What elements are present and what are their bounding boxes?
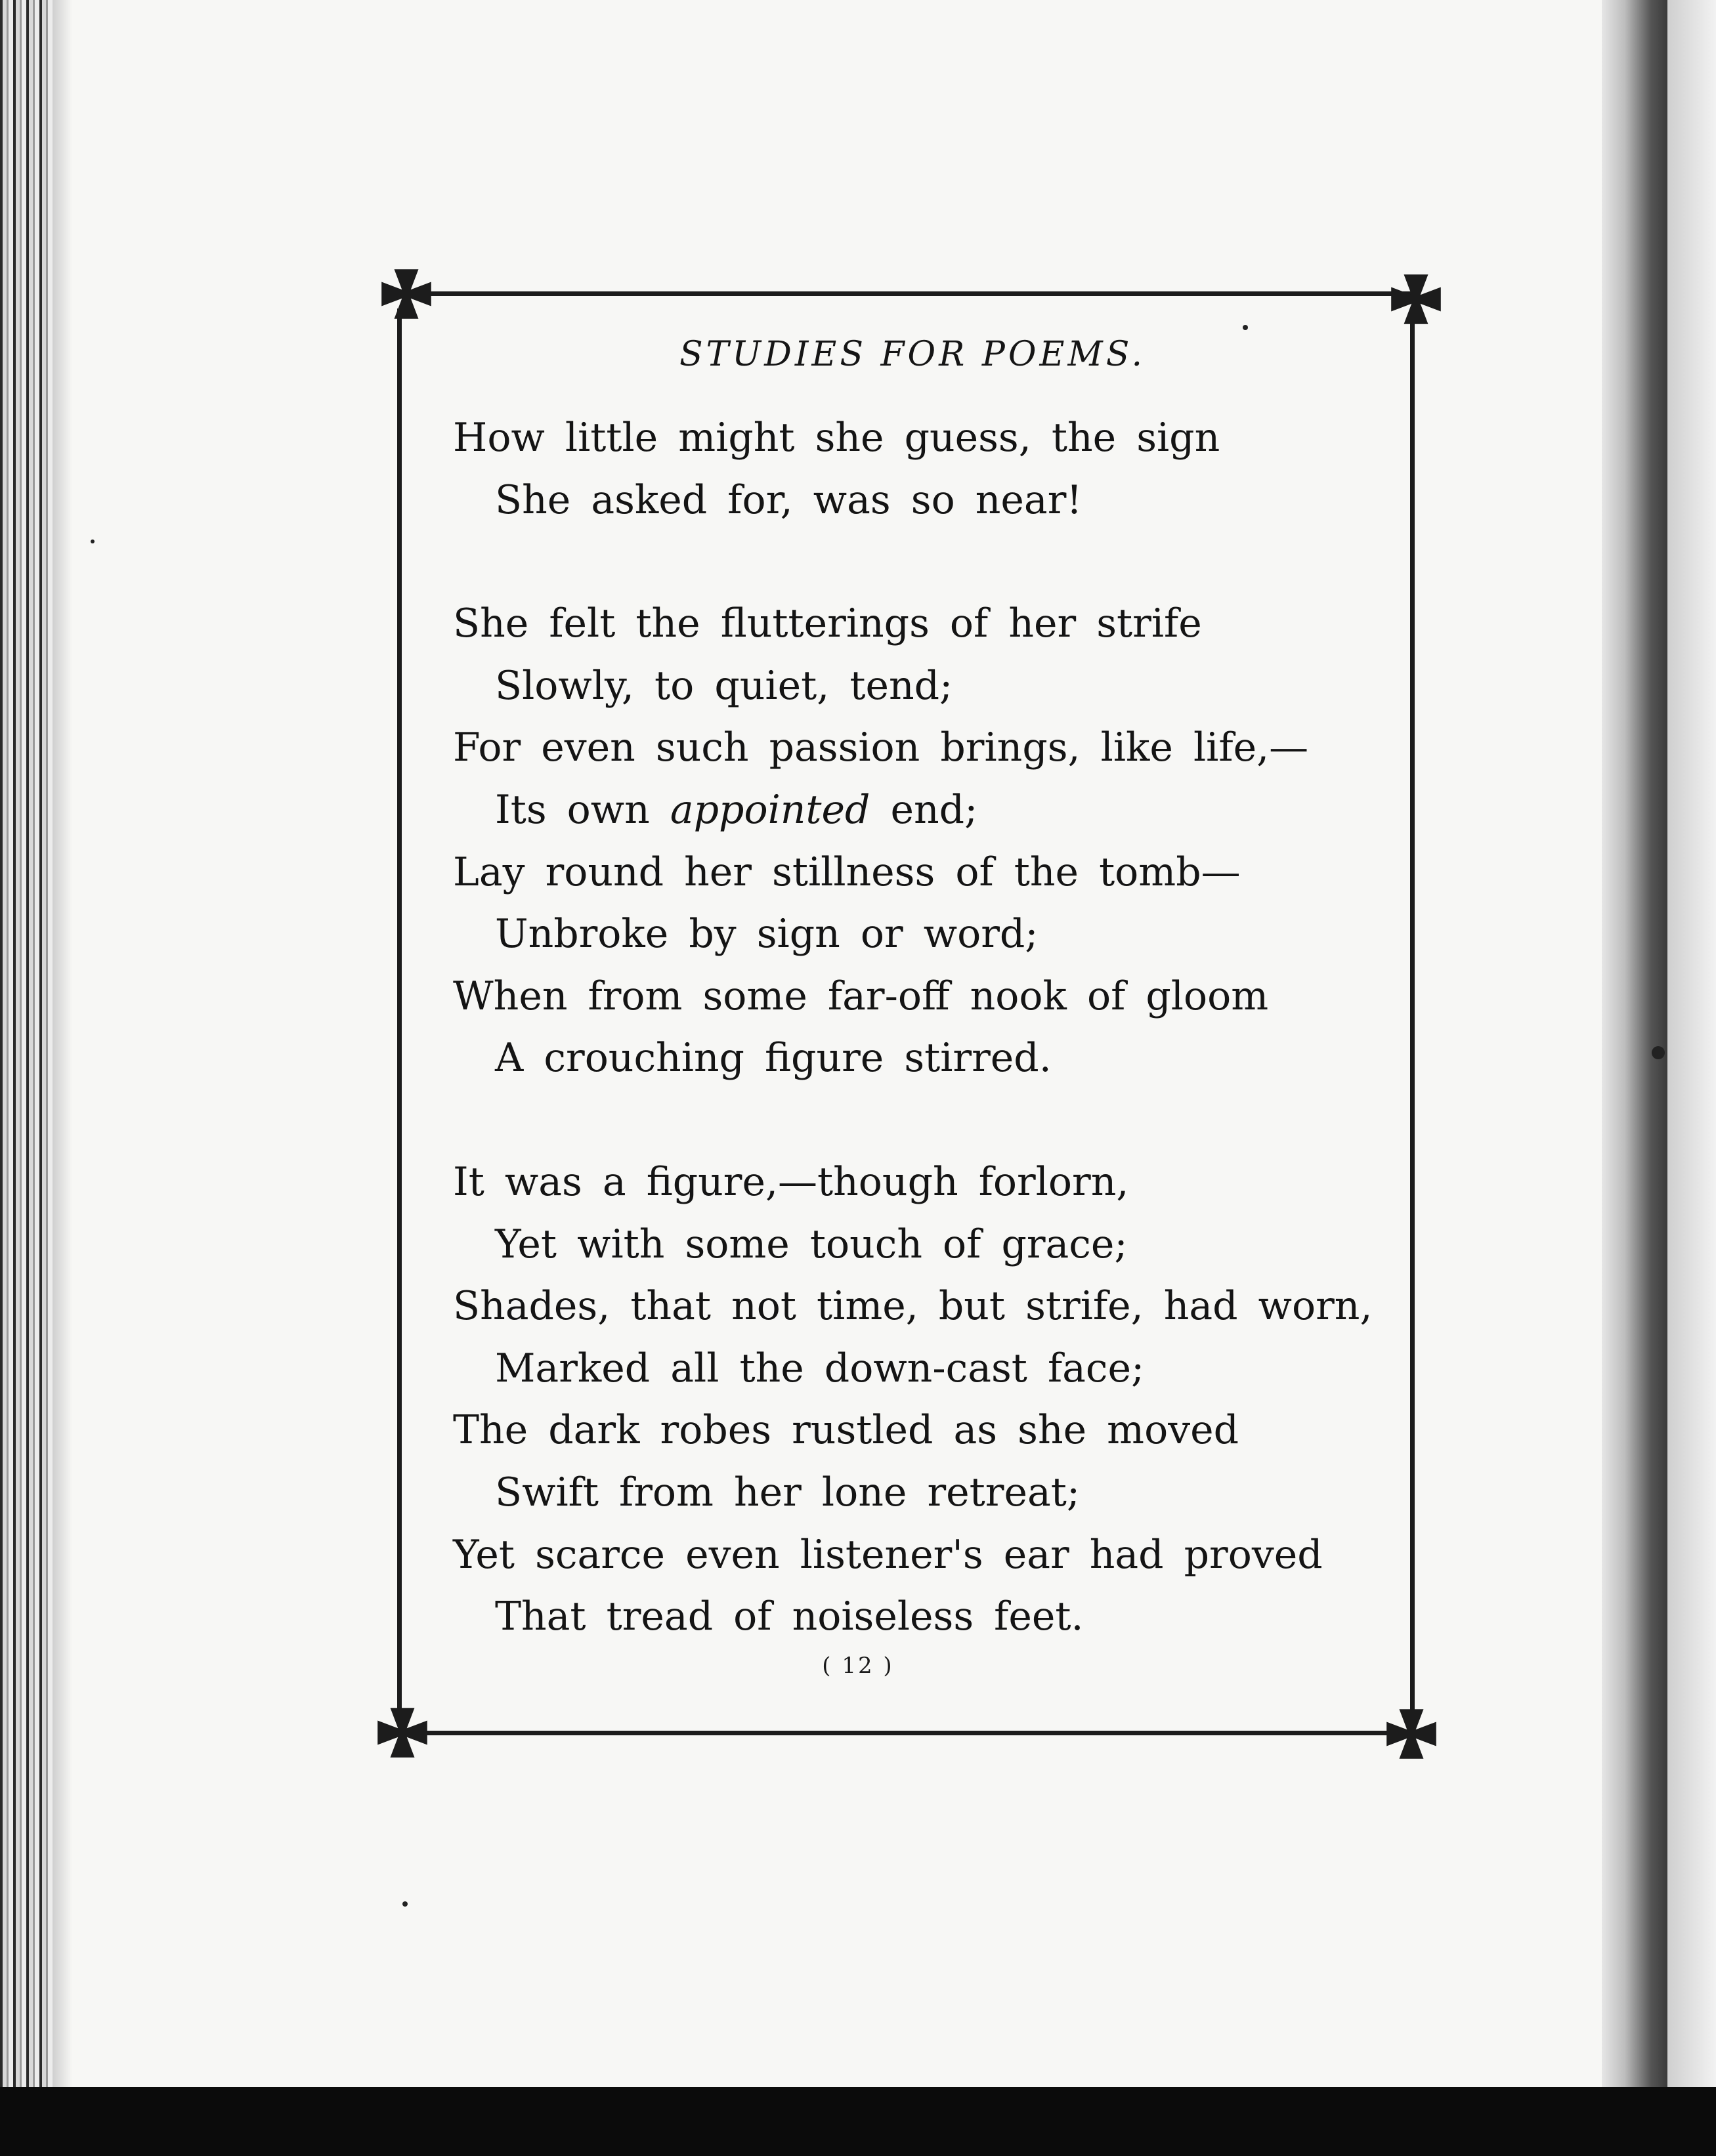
page-stack-edge-left — [0, 0, 53, 2087]
cross-pattee-icon — [1388, 272, 1444, 327]
scan-speck — [1243, 325, 1248, 330]
running-heading: STUDIES FOR POEMS. — [679, 335, 1146, 374]
page-edge-right — [1667, 0, 1716, 2087]
poem-line: For even such passion brings, like life,— — [453, 725, 1309, 771]
poem-line: That tread of noiseless feet. — [495, 1594, 1084, 1640]
cross-pattee-icon — [379, 266, 434, 322]
binding-shadow-right — [1602, 0, 1667, 2087]
poem-line: It was a figure,—though forlorn, — [453, 1158, 1129, 1205]
frame-top-rule — [408, 291, 1414, 296]
page-shadow-left — [53, 0, 72, 2087]
poem-text: Its own — [495, 786, 670, 833]
page-number: ( 12 ) — [822, 1653, 894, 1679]
poem-line: How little might she guess, the sign — [453, 415, 1220, 461]
poem-line: Unbroke by sign or word; — [495, 911, 1039, 958]
frame-bottom-rule — [402, 1731, 1410, 1735]
scan-speck — [91, 539, 95, 543]
poem-line: She felt the flutterings of her strife — [453, 601, 1202, 647]
scan-speck — [1652, 1046, 1665, 1059]
poem-line: Swift from her lone retreat; — [495, 1469, 1081, 1515]
poem-line: A crouching figure stirred. — [495, 1035, 1052, 1082]
poem-line: Slowly, to quiet, tend; — [495, 662, 953, 709]
poem-line: The dark robes rustled as she moved — [453, 1407, 1239, 1454]
poem-line: Yet scarce even listener's ear had proved — [453, 1531, 1323, 1578]
poem-body — [453, 407, 1372, 1648]
scan-background — [0, 2087, 1716, 2156]
poem-text: end; — [870, 786, 978, 833]
poem-line: When from some far-off nook of gloom — [453, 973, 1269, 1019]
frame-left-rule — [397, 308, 402, 1726]
cross-pattee-icon — [1384, 1706, 1439, 1762]
poem-line: Yet with some touch of grace; — [495, 1221, 1128, 1267]
frame-right-rule — [1410, 314, 1415, 1725]
poem-line: Lay round her stillness of the tomb— — [453, 849, 1241, 895]
emphasized-word: appointed — [670, 786, 870, 833]
poem-line: Marked all the down-cast face; — [495, 1345, 1145, 1391]
poem-line — [453, 779, 1372, 841]
scan-speck — [402, 1901, 408, 1907]
cross-pattee-icon — [375, 1705, 430, 1760]
poem-line: Shades, that not time, but strife, had worn, — [453, 1283, 1373, 1330]
poem-line: She asked for, was so near! — [495, 476, 1083, 523]
